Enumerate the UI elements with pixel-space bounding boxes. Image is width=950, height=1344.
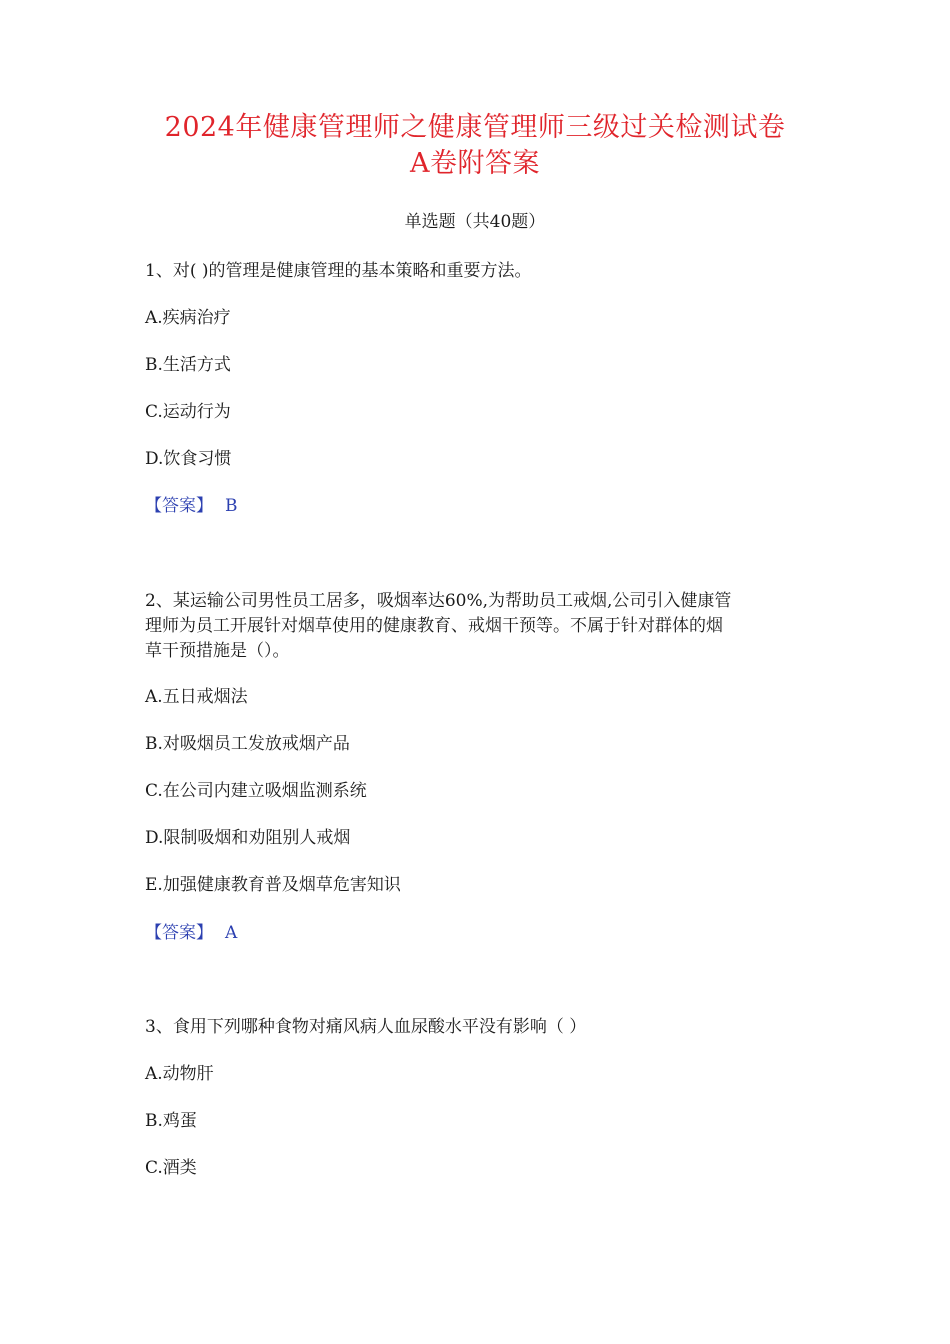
question-1-option-d: D.饮食习惯 (145, 449, 232, 469)
question-2-answer (145, 921, 237, 945)
question-1-text: 1、对( )的管理是健康管理的基本策略和重要方法。 (145, 261, 532, 281)
question-2-option-b: B.对吸烟员工发放戒烟产品 (145, 734, 350, 754)
answer-label: 【答案】 (145, 923, 213, 943)
document-title-line1: 2024年健康管理师之健康管理师三级过关检测试卷 (164, 112, 786, 143)
question-2-text-line2: 理师为员工开展针对烟草使用的健康教育、戒烟干预等。不属于针对群体的烟 (145, 616, 723, 636)
question-3-option-c: C.酒类 (145, 1158, 197, 1178)
question-2-option-d: D.限制吸烟和劝阻别人戒烟 (145, 828, 351, 848)
question-2-text-line1: 2、某运输公司男性员工居多，吸烟率达60%,为帮助员工戒烟,公司引入健康管 (145, 591, 732, 611)
question-3-text: 3、食用下列哪种食物对痛风病人血尿酸水平没有影响（ ） (145, 1017, 587, 1037)
question-2-option-e: E.加强健康教育普及烟草危害知识 (145, 875, 401, 895)
answer-value: A (225, 923, 238, 943)
answer-label: 【答案】 (145, 496, 213, 516)
question-1-option-b: B.生活方式 (145, 355, 231, 375)
question-3-option-b: B.鸡蛋 (145, 1111, 197, 1131)
question-2-option-a: A.五日戒烟法 (145, 687, 248, 707)
document-title-line2: A卷附答案 (410, 148, 540, 179)
question-1-option-c: C.运动行为 (145, 402, 231, 422)
section-header: 单选题（共40题） (404, 212, 546, 232)
question-1-answer (145, 494, 238, 518)
question-1-option-a: A.疾病治疗 (145, 308, 231, 328)
question-2-text-line3: 草干预措施是（）。 (145, 641, 290, 661)
question-2-option-c: C.在公司内建立吸烟监测系统 (145, 781, 367, 801)
answer-value: B (225, 496, 238, 516)
question-3-option-a: A.动物肝 (145, 1064, 214, 1084)
